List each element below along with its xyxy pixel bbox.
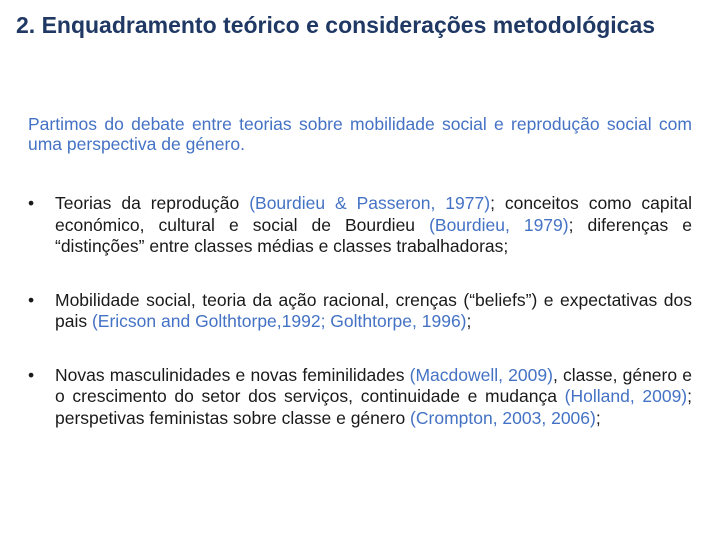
bullet-text: Mobilidade social, teoria da ação racional, crenças (“beliefs”) e expectativas dos pais [55,289,692,331]
bullet-text: Novas masculinidades e novas feminilidades [55,364,410,385]
bullet-icon: • [28,289,35,310]
bullet-reproduction-theories [28,193,692,258]
bullet-text: ; [595,407,601,428]
citation: (Macdowell, 2009) [409,364,553,385]
bullet-text: , classe, género e o crescimento do setor dos serviços, continuidade e mudança [55,364,692,406]
bullet-masculinities-femininities [28,365,692,430]
slide-title: 2. Enquadramento teórico e considerações metodológicas [16,12,656,38]
bullet-text: ; perspetivas feministas sobre classe e género [55,386,693,428]
citation: (Bourdieu & Passeron, 1977) [249,193,491,213]
citation: (Bourdieu, 1979) [429,214,569,235]
bullet-text: Teorias da reprodução [55,193,250,213]
bullet-text: ; diferenças e “distinções” entre classes médias e classes trabalhadoras; [55,214,692,256]
intro-paragraph: Partimos do debate entre teorias sobre mobilidade social e reprodução social com uma perspectiva de género. [28,114,692,154]
citation: (Holland, 2009) [564,386,688,406]
bullet-text: ; [466,311,472,331]
bullet-list [28,193,692,429]
bullet-text: ; conceitos como capital económico, cultural e social de Bourdieu [55,193,692,235]
bullet-icon: • [28,364,35,385]
bullet-icon: • [28,193,35,213]
citation: (Ericson and Golthtorpe,1992; Golthtorpe, 1996) [91,311,467,331]
citation: (Crompton, 2003, 2006) [410,407,596,428]
bullet-social-mobility [28,290,692,333]
